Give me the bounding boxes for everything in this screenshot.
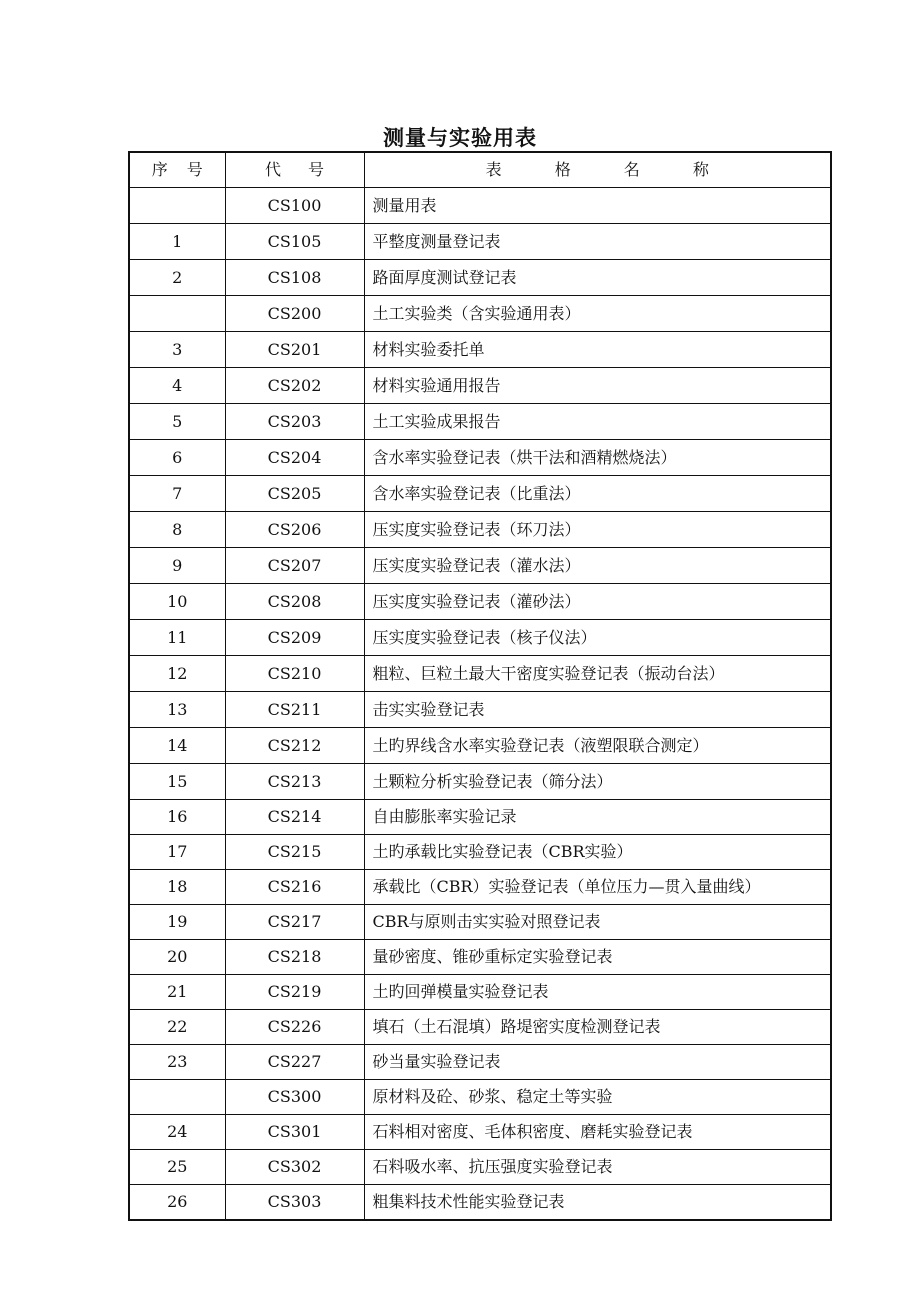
table-row (129, 188, 831, 224)
table-row (129, 905, 831, 940)
page-title: 测量与实验用表 (383, 126, 537, 150)
row-serial-number: 13 (129, 692, 225, 728)
row-code: CS217 (225, 905, 364, 940)
row-form-name: 平整度测量登记表 (364, 224, 831, 260)
row-form-name: 土旳界线含水率实验登记表（液塑限联合测定） (364, 728, 831, 764)
table-row (129, 440, 831, 476)
table-row (129, 584, 831, 620)
row-code: CS209 (225, 620, 364, 656)
row-serial-number: 1 (129, 224, 225, 260)
row-form-name: 承载比（CBR）实验登记表（单位压力—贯入量曲线） (364, 870, 831, 905)
table-row (129, 870, 831, 905)
row-serial-number: 3 (129, 332, 225, 368)
row-code: CS202 (225, 368, 364, 404)
row-serial-number (129, 296, 225, 332)
table-row (129, 1080, 831, 1115)
row-serial-number: 15 (129, 764, 225, 800)
row-code: CS219 (225, 975, 364, 1010)
row-serial-number: 6 (129, 440, 225, 476)
row-form-name: 粗集料技术性能实验登记表 (364, 1185, 831, 1221)
row-code: CS203 (225, 404, 364, 440)
table-body (129, 188, 831, 1221)
row-form-name: 土旳回弹模量实验登记表 (364, 975, 831, 1010)
table-row (129, 692, 831, 728)
row-code: CS216 (225, 870, 364, 905)
row-form-name: 土工实验类（含实验通用表） (364, 296, 831, 332)
row-serial-number: 26 (129, 1185, 225, 1221)
table-row (129, 1185, 831, 1221)
header-code: 代 号 (225, 152, 364, 188)
row-form-name: 自由膨胀率实验记录 (364, 800, 831, 835)
row-code: CS301 (225, 1115, 364, 1150)
table-row (129, 764, 831, 800)
table-header-row (129, 152, 831, 188)
row-form-name: 砂当量实验登记表 (364, 1045, 831, 1080)
row-serial-number: 25 (129, 1150, 225, 1185)
row-serial-number: 24 (129, 1115, 225, 1150)
row-serial-number: 12 (129, 656, 225, 692)
row-form-name: 路面厚度测试登记表 (364, 260, 831, 296)
row-serial-number: 20 (129, 940, 225, 975)
row-serial-number: 11 (129, 620, 225, 656)
row-form-name: 含水率实验登记表（烘干法和酒精燃烧法） (364, 440, 831, 476)
row-serial-number: 18 (129, 870, 225, 905)
table-row (129, 476, 831, 512)
row-serial-number: 10 (129, 584, 225, 620)
row-serial-number: 23 (129, 1045, 225, 1080)
row-form-name: 石料相对密度、毛体积密度、磨耗实验登记表 (364, 1115, 831, 1150)
row-form-name: 量砂密度、锥砂重标定实验登记表 (364, 940, 831, 975)
table-row (129, 404, 831, 440)
row-code: CS302 (225, 1150, 364, 1185)
form-index-table (128, 151, 832, 1221)
row-serial-number: 17 (129, 835, 225, 870)
table-row (129, 260, 831, 296)
row-code: CS303 (225, 1185, 364, 1221)
row-form-name: 击实实验登记表 (364, 692, 831, 728)
row-form-name: 粗粒、巨粒土最大干密度实验登记表（振动台法） (364, 656, 831, 692)
row-form-name: 材料实验委托单 (364, 332, 831, 368)
table-row (129, 332, 831, 368)
row-serial-number: 19 (129, 905, 225, 940)
row-serial-number: 4 (129, 368, 225, 404)
row-code: CS211 (225, 692, 364, 728)
table-row (129, 800, 831, 835)
row-code: CS212 (225, 728, 364, 764)
row-code: CS205 (225, 476, 364, 512)
row-code: CS206 (225, 512, 364, 548)
row-serial-number (129, 1080, 225, 1115)
row-code: CS227 (225, 1045, 364, 1080)
row-serial-number: 9 (129, 548, 225, 584)
table-row (129, 1010, 831, 1045)
row-code: CS207 (225, 548, 364, 584)
row-serial-number: 2 (129, 260, 225, 296)
table-row (129, 296, 831, 332)
row-code: CS213 (225, 764, 364, 800)
row-code: CS201 (225, 332, 364, 368)
row-code: CS100 (225, 188, 364, 224)
row-serial-number: 7 (129, 476, 225, 512)
row-code: CS226 (225, 1010, 364, 1045)
row-serial-number: 14 (129, 728, 225, 764)
row-code: CS204 (225, 440, 364, 476)
row-code: CS200 (225, 296, 364, 332)
row-form-name: 含水率实验登记表（比重法） (364, 476, 831, 512)
row-form-name: 土工实验成果报告 (364, 404, 831, 440)
table-row (129, 1150, 831, 1185)
row-serial-number: 5 (129, 404, 225, 440)
row-serial-number: 21 (129, 975, 225, 1010)
row-serial-number: 8 (129, 512, 225, 548)
row-form-name: 原材料及砼、砂浆、稳定土等实验 (364, 1080, 831, 1115)
table-row (129, 656, 831, 692)
row-form-name: 石料吸水率、抗压强度实验登记表 (364, 1150, 831, 1185)
row-form-name: 压实度实验登记表（环刀法） (364, 512, 831, 548)
table-row (129, 368, 831, 404)
table-row (129, 620, 831, 656)
row-code: CS210 (225, 656, 364, 692)
table-row (129, 728, 831, 764)
table-row (129, 512, 831, 548)
row-serial-number: 22 (129, 1010, 225, 1045)
row-serial-number: 16 (129, 800, 225, 835)
table-row (129, 975, 831, 1010)
row-form-name: 压实度实验登记表（灌砂法） (364, 584, 831, 620)
table-row (129, 224, 831, 260)
row-form-name: 土旳承载比实验登记表（CBR实验） (364, 835, 831, 870)
row-form-name: 压实度实验登记表（核子仪法） (364, 620, 831, 656)
row-code: CS215 (225, 835, 364, 870)
row-code: CS108 (225, 260, 364, 296)
row-serial-number (129, 188, 225, 224)
row-code: CS214 (225, 800, 364, 835)
row-form-name: 土颗粒分析实验登记表（筛分法） (364, 764, 831, 800)
row-form-name: 填石（土石混填）路堤密实度检测登记表 (364, 1010, 831, 1045)
row-code: CS208 (225, 584, 364, 620)
row-form-name: 压实度实验登记表（灌水法） (364, 548, 831, 584)
header-form-name: 表 格 名 称 (364, 152, 831, 188)
row-form-name: CBR与原则击实实验对照登记表 (364, 905, 831, 940)
row-code: CS300 (225, 1080, 364, 1115)
table-row (129, 835, 831, 870)
header-serial-number: 序 号 (129, 152, 225, 188)
row-form-name: 材料实验通用报告 (364, 368, 831, 404)
row-code: CS218 (225, 940, 364, 975)
row-form-name: 测量用表 (364, 188, 831, 224)
table-row (129, 1115, 831, 1150)
table-row (129, 548, 831, 584)
row-code: CS105 (225, 224, 364, 260)
table-row (129, 1045, 831, 1080)
table-row (129, 940, 831, 975)
